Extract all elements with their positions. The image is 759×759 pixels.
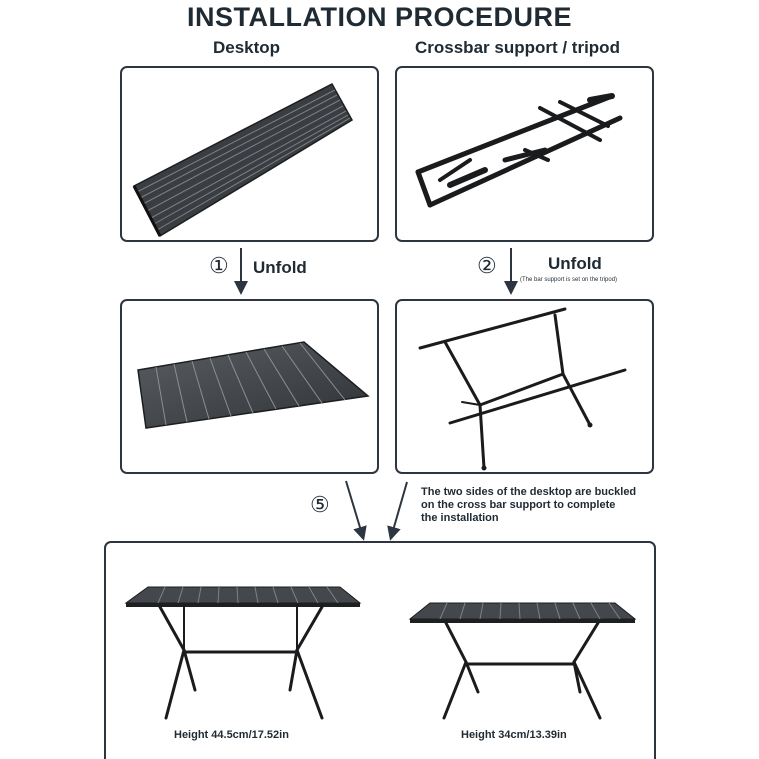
step-2-note: (The bar support is set on the tripod): [520, 277, 618, 283]
step-2-label: Unfold: [548, 254, 602, 273]
assembled-table-high-image: [126, 587, 360, 718]
assembled-table-low-image: [410, 603, 635, 718]
step-2-number: ②: [477, 253, 497, 278]
caption-height-high: Height 44.5cm/17.52in: [174, 729, 289, 741]
folded-desktop-image: [134, 84, 352, 236]
unfolded-crossbar-image: [420, 309, 625, 470]
column-heading-desktop: Desktop: [213, 38, 281, 57]
step-5-number: ⑤: [310, 492, 330, 517]
instruction-line-1: The two sides of the desktop are buckled: [421, 486, 637, 498]
step-1-label: Unfold: [253, 258, 307, 277]
caption-height-low: Height 34cm/13.39in: [461, 729, 567, 741]
step-5-arrow-left: [346, 481, 362, 534]
instruction-line-3: the installation: [421, 512, 499, 524]
step-5-arrow-right: [392, 482, 407, 534]
instruction-line-2: on the cross bar support to complete: [421, 499, 616, 511]
folded-crossbar-image: [418, 96, 620, 205]
step-1-number: ①: [209, 253, 229, 278]
page-title: INSTALLATION PROCEDURE: [187, 2, 572, 32]
unfolded-desktop-image: [138, 342, 368, 428]
column-heading-crossbar: Crossbar support / tripod: [415, 38, 620, 57]
